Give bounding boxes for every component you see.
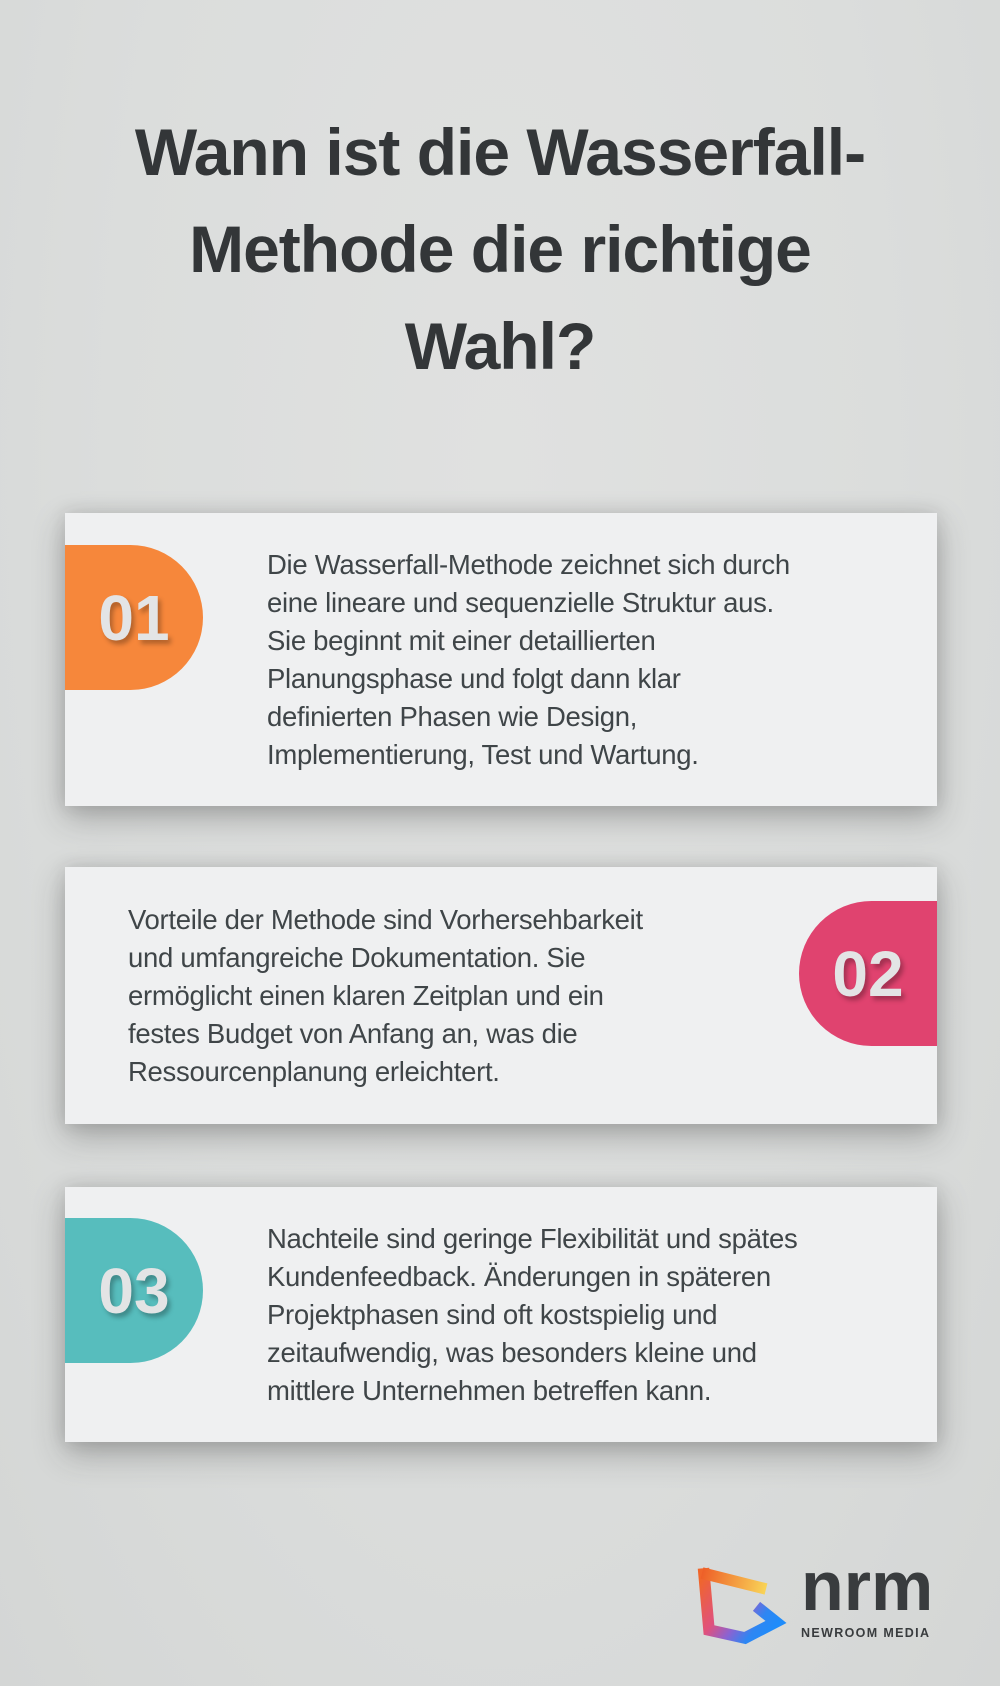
page-title: [0, 104, 1000, 395]
card-text-line: Sie beginnt mit einer detaillierten: [267, 624, 656, 656]
page-title-line: Wann ist die Wasserfall-: [134, 115, 866, 189]
card-text-line: festes Budget von Anfang an, was die: [128, 1017, 578, 1049]
card-2-text: [128, 901, 643, 1091]
card-3-text: [267, 1220, 797, 1410]
card-text-line: Implementierung, Test und Wartung.: [267, 738, 699, 770]
step-number-badge-2: 02: [799, 901, 937, 1046]
page-title-line: Methode die richtige: [189, 212, 811, 286]
card-text-line: Planungsphase und folgt dann klar: [267, 662, 681, 694]
card-text-line: zeitaufwendig, was besonders kleine und: [267, 1336, 757, 1368]
card-text-line: Kundenfeedback. Änderungen in späteren: [267, 1260, 771, 1292]
step-number-badge-1: 01: [65, 545, 203, 690]
info-card-3: [65, 1187, 937, 1442]
brand-name: nrm: [801, 1547, 934, 1625]
card-text-line: Ressourcenplanung erleichtert.: [128, 1055, 500, 1087]
step-number-badge-3: 03: [65, 1218, 203, 1363]
brand-tagline: NEWROOM MEDIA: [801, 1626, 931, 1640]
card-1-text: [267, 546, 790, 774]
card-text-line: und umfangreiche Dokumentation. Sie: [128, 941, 586, 973]
page-title-line: Wahl?: [404, 309, 596, 383]
info-card-2: [65, 867, 937, 1124]
card-text-line: eine lineare und sequenzielle Struktur aus.: [267, 586, 774, 618]
card-text-line: mittlere Unternehmen betreffen kann.: [267, 1374, 712, 1406]
newroom-media-logo-icon: [688, 1560, 798, 1660]
card-text-line: ermöglicht einen klaren Zeitplan und ein: [128, 979, 604, 1011]
card-text-line: definierten Phasen wie Design,: [267, 700, 638, 732]
card-text-line: Nachteile sind geringe Flexibilität und spätes: [267, 1222, 798, 1254]
card-text-line: Vorteile der Methode sind Vorhersehbarkeit: [128, 903, 643, 935]
info-card-1: [65, 513, 937, 806]
card-text-line: Projektphasen sind oft kostspielig und: [267, 1298, 718, 1330]
card-text-line: Die Wasserfall-Methode zeichnet sich durch: [267, 548, 790, 580]
